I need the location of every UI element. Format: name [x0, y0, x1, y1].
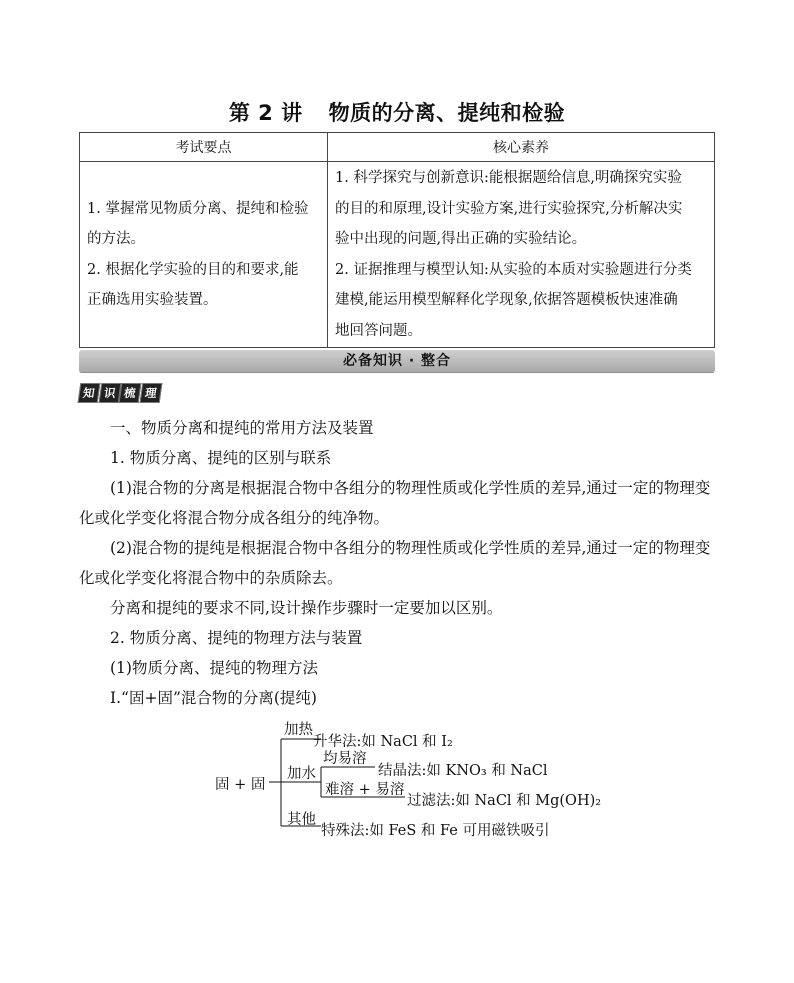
- lecture-topic: 物质的分离、提纯和检验: [328, 101, 566, 125]
- core-literacy-cell: [328, 162, 715, 348]
- subheading: (1)物质分离、提纯的物理方法: [110, 659, 318, 677]
- badge-char: 识: [98, 383, 120, 403]
- section-banner: [79, 350, 715, 372]
- lecture-number: 第 2 讲: [228, 101, 303, 125]
- paragraph-line: (1)混合物的分离是根据混合物中各组分的物理性质或化学性质的差异,通过一定的物理变: [110, 479, 711, 497]
- subheading: Ⅰ.“固+固”混合物的分离(提纯): [110, 689, 317, 707]
- exam-points-cell: [80, 162, 328, 348]
- core-literacy-line: 建模,能运用模型解释化学现象,依据答题模板快速准确: [335, 292, 678, 308]
- paragraph-line: 分离和提纯的要求不同,设计操作步骤时一定要加以区别。: [110, 599, 503, 617]
- subheading: 2. 物质分离、提纯的物理方法与装置: [110, 629, 363, 647]
- method-crystallization: 结晶法:如 KNO₃ 和 NaCl: [378, 763, 548, 779]
- knowledge-badge: [79, 383, 161, 403]
- branch-heat: 加热: [284, 722, 313, 738]
- method-special: 特殊法:如 FeS 和 Fe 可用磁铁吸引: [321, 823, 550, 839]
- method-sublimation: 升华法:如 NaCl 和 I₂: [313, 734, 453, 750]
- condition-both-soluble: 均易溶: [323, 751, 367, 767]
- paragraph-line: 化或化学变化将混合物中的杂质除去。: [79, 569, 343, 587]
- exam-point-line: 的方法。: [87, 231, 145, 247]
- method-filtration: 过滤法:如 NaCl 和 Mg(OH)₂: [407, 793, 602, 809]
- page-title: [0, 97, 794, 127]
- separation-method-diagram: [215, 715, 635, 845]
- core-literacy-line: 2. 证据推理与模型认知:从实验的本质对实验题进行分类: [335, 261, 692, 278]
- branch-other: 其他: [287, 812, 316, 828]
- core-literacy-line: 1. 科学探究与创新意识:能根据题给信息,明确探究实验: [335, 170, 682, 186]
- header-core-literacy: 核心素养: [328, 133, 715, 162]
- core-literacy-line: 地回答问题。: [335, 322, 422, 339]
- diagram-root: 固 + 固: [215, 777, 266, 793]
- paragraph-line: 化或化学变化将混合物分成各组分的纯净物。: [79, 509, 390, 527]
- section-heading: 一、物质分离和提纯的常用方法及装置: [110, 419, 374, 437]
- badge-char: 梳: [119, 383, 141, 403]
- branch-water: 加水: [287, 766, 316, 782]
- requirements-table: [79, 132, 715, 348]
- exam-point-line: 正确选用实验装置。: [87, 292, 218, 308]
- core-literacy-line: 的目的和原理,设计实验方案,进行实验探究,分析解决实: [335, 200, 683, 217]
- header-exam-points: 考试要点: [80, 133, 328, 162]
- table-body-row: [80, 162, 715, 348]
- subheading: 1. 物质分离、提纯的区别与联系: [110, 449, 332, 467]
- table-header-row: [80, 133, 715, 162]
- badge-char: 知: [78, 383, 100, 403]
- badge-char: 理: [139, 383, 161, 403]
- exam-point-line: 1. 掌握常见物质分离、提纯和检验: [87, 200, 309, 217]
- banner-text: 必备知识 · 整合: [342, 353, 452, 369]
- exam-point-line: 2. 根据化学实验的目的和要求,能: [87, 261, 299, 278]
- paragraph-line: (2)混合物的提纯是根据混合物中各组分的物理性质或化学性质的差异,通过一定的物理变: [110, 539, 711, 557]
- core-literacy-line: 验中出现的问题,得出正确的实验结论。: [335, 231, 587, 247]
- condition-insoluble-soluble: 难溶 + 易溶: [325, 782, 405, 798]
